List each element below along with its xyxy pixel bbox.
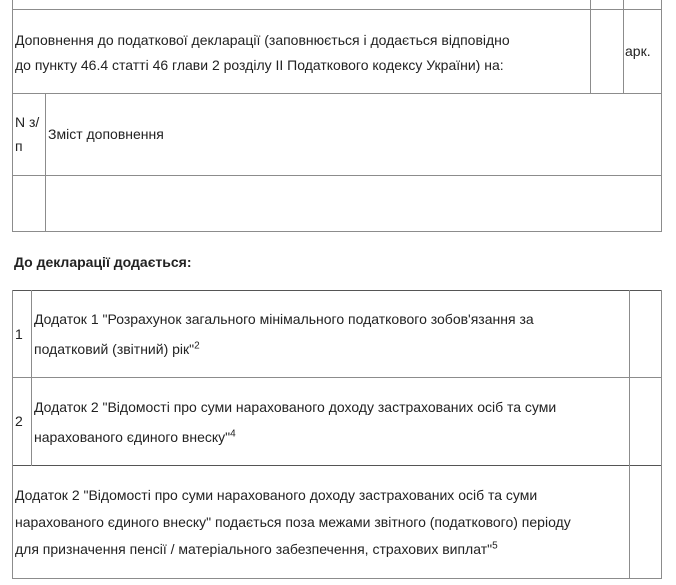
table-border [661, 0, 662, 232]
row-number: 2 [15, 413, 23, 429]
table-border [12, 465, 662, 466]
table-border [12, 290, 13, 579]
footer-text-line3: для призначення пенсії / матеріального забезпечення, страхових виплат"$^5$ [15, 540, 498, 557]
table-border [12, 0, 13, 232]
row-text-line2: податковий (звітний) рік"$^2$ [34, 340, 200, 357]
sheets-label: арк. [625, 43, 651, 59]
table-border [12, 9, 662, 10]
table-border [12, 290, 662, 291]
table-border [31, 290, 32, 466]
supplements-heading-line1: Доповнення до податкової декларації (заповнюється і додається відповідно [15, 32, 510, 48]
footnote-mark: 5 [492, 540, 498, 552]
col-number-header-line2: п [15, 138, 23, 154]
attachments-heading: До декларації додається: [14, 254, 192, 270]
table-border [629, 465, 630, 579]
row-text-line1: Додаток 1 "Розрахунок загального мінімального податкового зобов'язання за [34, 311, 534, 327]
table-border [12, 578, 662, 579]
table-border [623, 0, 624, 94]
row-text-line2: нарахованого єдиного внеску"$^4$ [34, 428, 236, 445]
footnote-mark: 2 [194, 340, 200, 352]
row-number: 1 [15, 326, 23, 342]
table-border [12, 175, 662, 176]
col-content-header: Зміст доповнення [48, 126, 164, 142]
footer-text-line2: нарахованого єдиного внеску" подається поза межами звітного (податкового) періоду [15, 514, 571, 530]
table-border [661, 290, 662, 579]
table-border [12, 231, 662, 232]
table-border [12, 93, 662, 94]
col-number-header-line1: N з/ [15, 114, 40, 130]
row-text-line1: Додаток 2 "Відомості про суми нарахованого доходу застрахованих осіб та суми [34, 399, 557, 415]
table-border [45, 93, 46, 232]
footer-text-line1: Додаток 2 "Відомості про суми нарахованого доходу застрахованих осіб та суми [15, 487, 538, 503]
table-border [629, 290, 630, 466]
footnote-mark: 4 [230, 428, 236, 440]
supplements-heading-line2: до пункту 46.4 статті 46 глави 2 розділу ІІ Податкового кодексу України) на: [15, 57, 504, 73]
table-border [12, 377, 662, 378]
table-border [590, 0, 591, 94]
